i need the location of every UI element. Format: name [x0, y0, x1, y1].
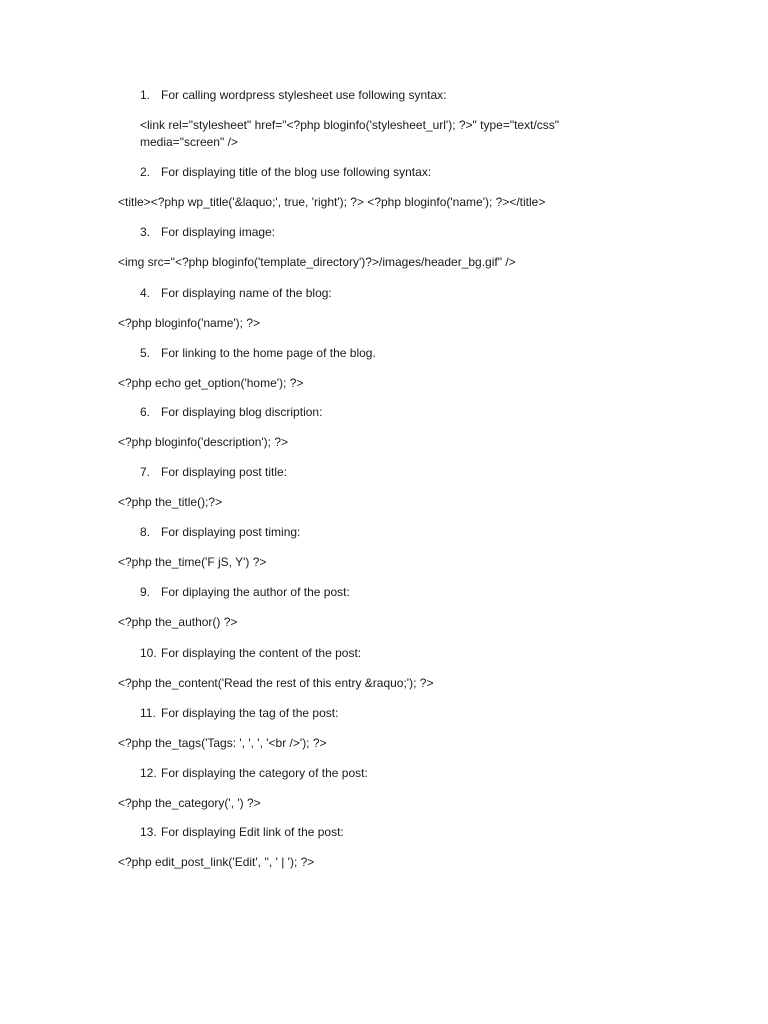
item-number: 10.	[140, 646, 157, 660]
item-number: 7.	[140, 465, 151, 479]
item-text: For calling wordpress stylesheet use following syntax:	[161, 88, 447, 102]
item-number: 8.	[140, 525, 151, 539]
item-text: For linking to the home page of the blog.	[161, 346, 376, 360]
list-item-13	[140, 824, 344, 840]
code-line: <?php the_title();?>	[118, 495, 223, 509]
list-item-2	[140, 164, 431, 180]
code-line: <?php bloginfo('description'); ?>	[118, 435, 289, 449]
list-item-5	[140, 345, 376, 361]
item-text: For displaying Edit link of the post:	[161, 825, 344, 839]
list-item-10	[140, 645, 361, 661]
item-number: 4.	[140, 286, 151, 300]
item-number: 5.	[140, 346, 151, 360]
item-text: For displaying title of the blog use following syntax:	[161, 165, 432, 179]
item-number: 3.	[140, 225, 151, 239]
item-text: For displaying image:	[161, 225, 276, 239]
list-item-11	[140, 705, 338, 721]
code-line: <?php the_category(', ') ?>	[118, 796, 261, 810]
code-line: <?php the_tags('Tags: ', ', ', '<br />'); ?>	[118, 736, 327, 750]
item-number: 13.	[140, 825, 157, 839]
item-number: 1.	[140, 88, 151, 102]
list-item-4	[140, 285, 332, 301]
list-item-1	[140, 87, 446, 103]
code-line: <title><?php wp_title('&laquo;', true, 'right'); ?> <?php bloginfo('name'); ?></title>	[118, 195, 546, 209]
list-item-3	[140, 224, 275, 240]
list-item-12	[140, 765, 368, 781]
code-line: <img src="<?php bloginfo('template_directory')?>/images/header_bg.gif" />	[118, 255, 516, 269]
item-number: 6.	[140, 405, 151, 419]
item-number: 2.	[140, 165, 151, 179]
item-text: For displaying the tag of the post:	[161, 706, 339, 720]
list-item-8	[140, 524, 300, 540]
code-line: <?php the_time('F jS, Y') ?>	[118, 555, 267, 569]
item-text: For displaying the category of the post:	[161, 766, 368, 780]
code-line: <?php echo get_option('home'); ?>	[118, 376, 304, 390]
item-text: For displaying name of the blog:	[161, 286, 332, 300]
item-number: 9.	[140, 585, 151, 599]
list-item-7	[140, 464, 287, 480]
item-text: For displaying blog discription:	[161, 405, 323, 419]
item-text: For displaying post timing:	[161, 525, 301, 539]
code-line: <?php the_author() ?>	[118, 615, 238, 629]
item-text: For displaying post title:	[161, 465, 288, 479]
item-text: For displaying the content of the post:	[161, 646, 362, 660]
code-line: media="screen" />	[140, 135, 238, 149]
item-number: 12.	[140, 766, 157, 780]
list-item-6	[140, 404, 322, 420]
code-line: <?php bloginfo('name'); ?>	[118, 316, 261, 330]
code-line: <?php the_content('Read the rest of this entry &raquo;'); ?>	[118, 676, 434, 690]
list-item-9	[140, 584, 350, 600]
item-number: 11.	[140, 706, 156, 720]
code-line: <link rel="stylesheet" href="<?php bloginfo('stylesheet_url'); ?>" type="text/css"	[140, 118, 560, 132]
item-text: For diplaying the author of the post:	[161, 585, 350, 599]
code-line: <?php edit_post_link('Edit', '', ' | '); ?>	[118, 855, 315, 869]
